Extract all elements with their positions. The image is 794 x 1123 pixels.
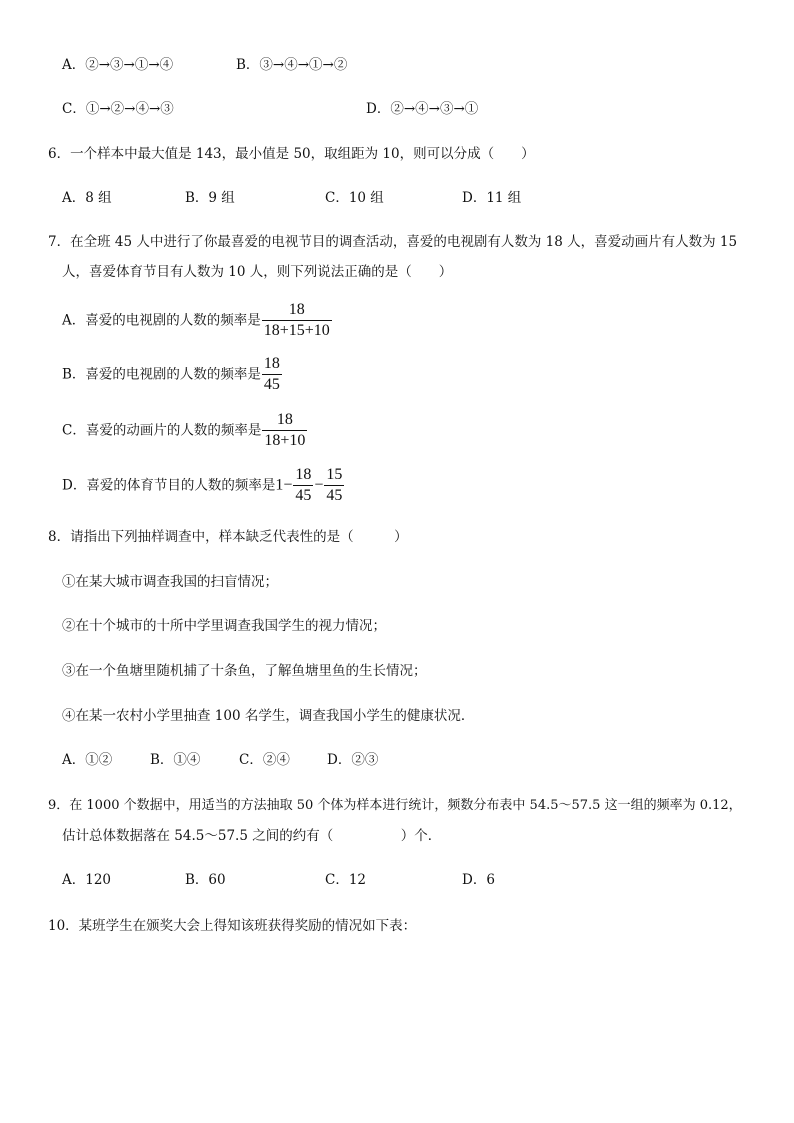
option-text: C．喜爱的动画片的人数的频率是 xyxy=(62,422,262,439)
q7-option-c xyxy=(62,410,308,451)
numerator: 18 xyxy=(295,466,312,483)
q7-option-b xyxy=(62,354,283,395)
q6-option-a: A．8 组 xyxy=(62,190,112,206)
option-text: ②→④→③→① xyxy=(390,101,479,117)
fraction xyxy=(262,354,282,395)
q4-option-a xyxy=(62,55,173,75)
q8-item-4: ④在某一农村小学里抽查 100 名学生，调查我国小学生的健康状况． xyxy=(62,708,475,724)
q9-stem-line2: 估计总体数据落在 54.5～57.5 之间的约有（ ）个． xyxy=(62,828,442,844)
q6-option-c: C．10 组 xyxy=(325,190,384,206)
fraction xyxy=(262,300,332,341)
numerator: 18 xyxy=(276,411,293,428)
q8-item-2: ②在十个城市的十所中学里调查我国学生的视力情况； xyxy=(62,618,386,634)
q10-stem: 10．某班学生在颁奖大会上得知该班获得奖励的情况如下表： xyxy=(48,918,417,934)
q7-option-a xyxy=(62,300,333,341)
denominator: 45 xyxy=(295,487,312,504)
q8-item-3: ③在一个鱼塘里随机捕了十条鱼，了解鱼塘里鱼的生长情况； xyxy=(62,663,427,679)
q9-stem-line1: 9．在 1000 个数据中，用适当的方法抽取 50 个体为样本进行统计，频数分布表中 54.5～57.5 这一组的频率为 0.12， xyxy=(48,798,742,813)
q7-option-d xyxy=(62,465,345,506)
denominator: 45 xyxy=(263,376,280,393)
q7-stem-line2: 人，喜爱体育节目有人数为 10 人，则下列说法正确的是（ ） xyxy=(62,264,453,280)
q8-option-a: A．①② xyxy=(62,752,113,768)
q9-option-b: B．60 xyxy=(185,872,226,888)
math-lead: 1− xyxy=(275,476,293,494)
option-text: ①→②→④→③ xyxy=(85,101,174,117)
option-label: A． xyxy=(62,57,86,73)
numerator: 15 xyxy=(326,466,343,483)
fraction xyxy=(293,465,313,506)
math-minus: − xyxy=(314,476,324,494)
option-text: ②→③→①→④ xyxy=(85,57,174,73)
q6-option-d: D．11 组 xyxy=(462,190,522,206)
q4-option-b xyxy=(236,55,347,75)
q8-stem: 8．请指出下列抽样调查中，样本缺乏代表性的是（ ） xyxy=(48,529,408,545)
numerator: 18 xyxy=(288,301,305,318)
q6-option-b: B．9 组 xyxy=(185,190,235,206)
denominator: 18+15+10 xyxy=(263,322,330,339)
q6-stem: 6．一个样本中最大值是 143，最小值是 50，取组距为 10，则可以分成（ ） xyxy=(48,146,535,162)
option-text: D．喜爱的体育节目的人数的频率是 xyxy=(62,477,276,494)
q8-option-d: D．②③ xyxy=(327,752,379,768)
q8-option-c: C．②④ xyxy=(239,752,290,768)
option-label: C． xyxy=(62,101,86,117)
denominator: 18+10 xyxy=(264,432,306,449)
fraction xyxy=(262,410,307,451)
q9-option-a: A．120 xyxy=(62,872,112,888)
q9-option-d: D．6 xyxy=(462,872,495,888)
fraction xyxy=(324,465,344,506)
q9-option-c: C．12 xyxy=(325,872,367,888)
q4-option-c xyxy=(62,99,174,119)
q7-stem-line1: 7．在全班 45 人中进行了你最喜爱的电视节目的调查活动，喜爱的电视剧有人数为 18 人，喜爱动画片有人数为 15 xyxy=(48,234,738,250)
option-text: A．喜爱的电视剧的人数的频率是 xyxy=(62,312,261,329)
denominator: 45 xyxy=(326,487,343,504)
option-label: B． xyxy=(236,57,260,73)
numerator: 18 xyxy=(263,355,280,372)
option-text: ③→④→①→② xyxy=(259,57,348,73)
q8-item-1: ①在某大城市调查我国的扫盲情况； xyxy=(62,574,278,590)
q8-option-b: B．①④ xyxy=(150,752,201,768)
option-label: D． xyxy=(366,101,391,117)
option-text: B．喜爱的电视剧的人数的频率是 xyxy=(62,366,261,383)
q4-option-d xyxy=(366,99,478,119)
